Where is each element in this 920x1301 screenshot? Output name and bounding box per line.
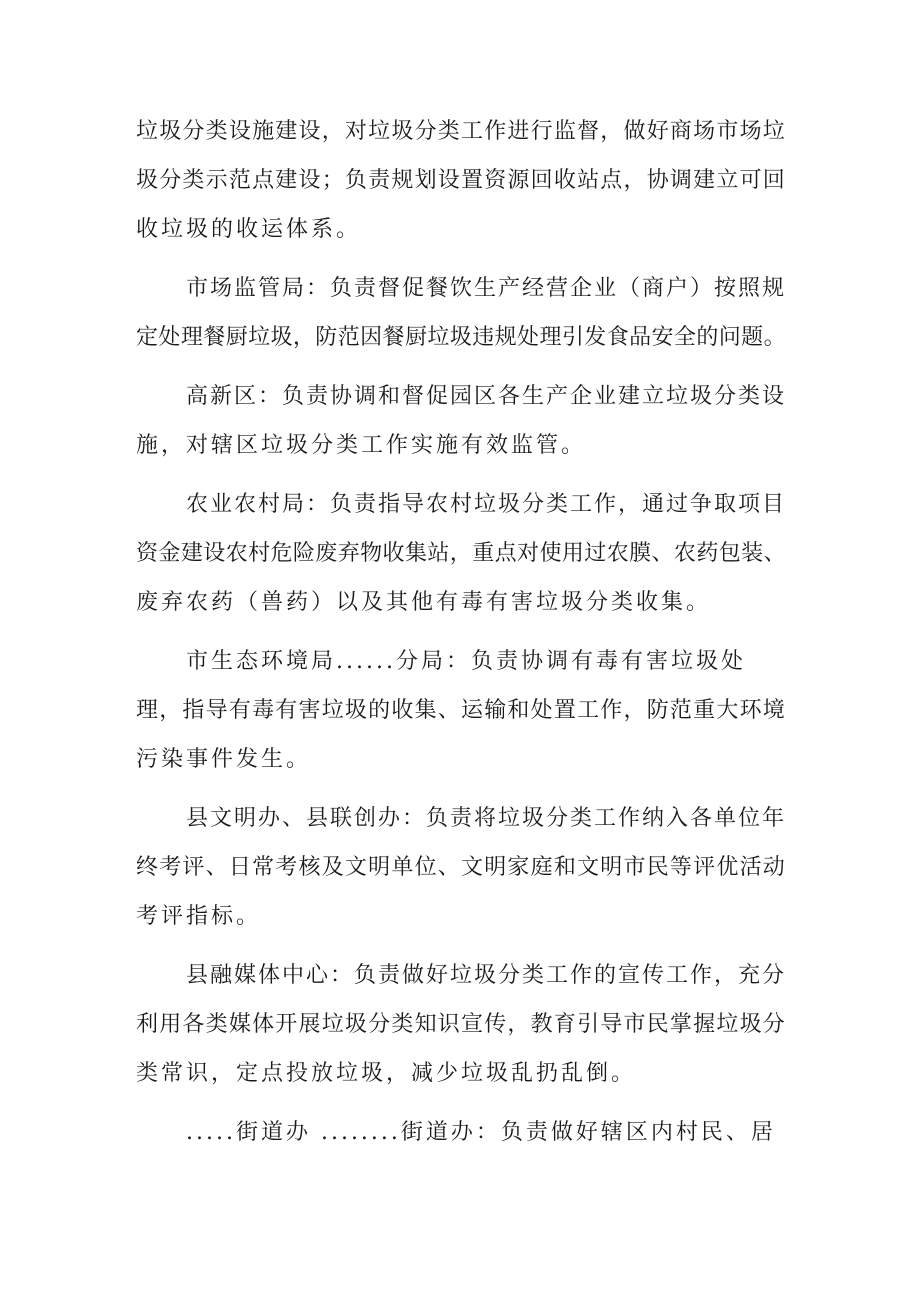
paragraph-line: 农业农村局：负责指导农村垃圾分类工作，通过争取项目: [186, 492, 787, 517]
paragraph-line: 县文明办、县联创办：负责将垃圾分类工作纳入各单位年: [186, 806, 787, 831]
paragraph-line: 利用各类媒体开展垃圾分类知识宣传，教育引导市民掌握垃圾分: [136, 1012, 787, 1037]
paragraph-line: 县融媒体中心：负责做好垃圾分类工作的宣传工作，充分: [186, 963, 787, 988]
paragraph-line: 高新区：负责协调和督促园区各生产企业建立垃圾分类设: [186, 384, 787, 409]
paragraph-line: .....街道办 ........街道办：负责做好辖区内村民、居: [186, 1120, 776, 1145]
paragraph-line: 类常识，定点投放垃圾，减少垃圾乱扔乱倒。: [136, 1061, 637, 1086]
paragraph-line: 废弃农药（兽药）以及其他有毒有害垃圾分类收集。: [136, 590, 712, 615]
paragraph-line: 圾分类示范点建设；负责规划设置资源回收站点，协调建立可回: [136, 168, 787, 193]
paragraph-line: 市生态环境局......分局：负责协调有毒有害垃圾处: [186, 649, 746, 674]
paragraph-line: 定处理餐厨垃圾，防范因餐厨垃圾违规处理引发食品安全的问题。: [136, 325, 787, 350]
paragraph-line: 终考评、日常考核及文明单位、文明家庭和文明市民等评优活动: [136, 855, 787, 880]
paragraph-line: 资金建设农村危险废弃物收集站，重点对使用过农膜、农药包装、: [136, 541, 787, 566]
paragraph-line: 考评指标。: [136, 904, 262, 929]
paragraph-line: 理，指导有毒有害垃圾的收集、运输和处置工作，防范重大环境: [136, 698, 787, 723]
paragraph-line: 施，对辖区垃圾分类工作实施有效监管。: [136, 433, 587, 458]
paragraph-line: 收垃圾的收运体系。: [136, 217, 362, 242]
paragraph-line: 污染事件发生。: [136, 747, 312, 772]
paragraph-line: 市场监管局：负责督促餐饮生产经营企业（商户）按照规: [186, 276, 787, 301]
paragraph-line: 垃圾分类设施建设，对垃圾分类工作进行监督，做好商场市场垃: [136, 119, 787, 144]
